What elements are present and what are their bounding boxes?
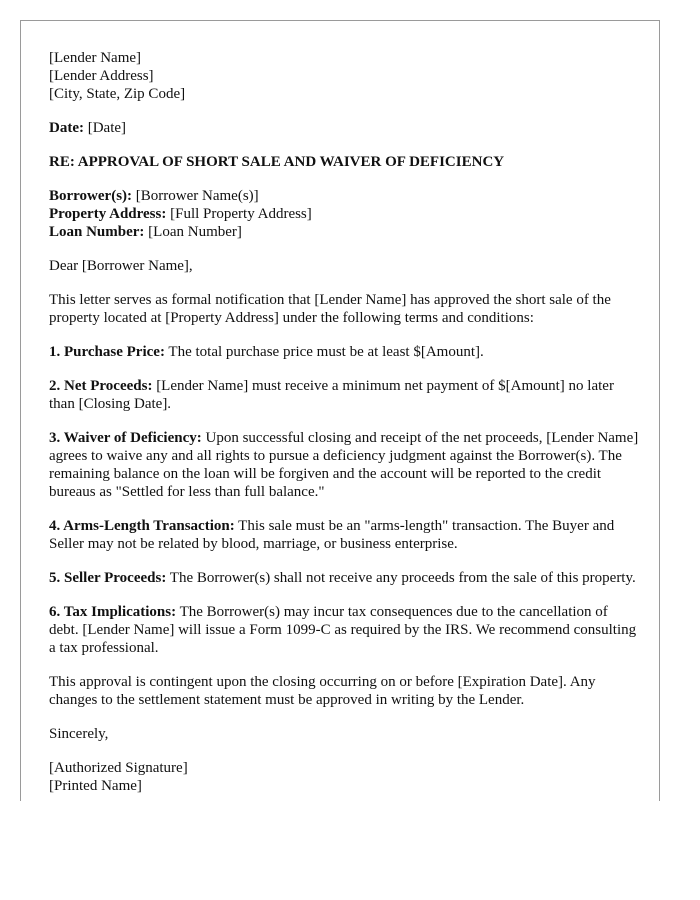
term-title: 1. Purchase Price: — [49, 344, 165, 360]
lender-address-block — [49, 49, 639, 103]
date-label: Date: — [49, 120, 84, 136]
signature-block — [49, 759, 639, 795]
date-line — [49, 119, 639, 137]
loan-details-block — [49, 187, 639, 241]
intro-paragraph: This letter serves as formal notification that [Lender Name] has approved the short sale of the property located at [Property Address] under the following terms and conditions: — [49, 292, 611, 326]
term-paragraph — [49, 603, 639, 657]
borrower-value: [Borrower Name(s)] — [132, 188, 259, 204]
property-address-value: [Full Property Address] — [166, 206, 312, 222]
term-paragraph — [49, 569, 639, 587]
lender-address: [Lender Address] — [49, 68, 154, 84]
printed-name: [Printed Name] — [49, 778, 142, 794]
borrower-label: Borrower(s): — [49, 188, 133, 204]
loan-number-label: Loan Number: — [49, 224, 145, 240]
closing-paragraph: This approval is contingent upon the closing occurring on or before [Expiration Date]. Any changes to the settlement statement must be approved in writing by the Lender. — [49, 674, 596, 708]
term-paragraph — [49, 343, 639, 361]
term-text: The total purchase price must be at least $[Amount]. — [164, 344, 484, 360]
letter-page — [20, 20, 660, 801]
term-title: 5. Seller Proceeds: — [49, 570, 167, 586]
term-text: This sale must be an "arms-length" transaction. The Buyer and Seller may not be related by blood, marriage, or business enterprise. — [49, 518, 615, 552]
term-paragraph — [49, 377, 639, 413]
lender-city-state-zip: [City, State, Zip Code] — [49, 86, 186, 102]
authorized-signature: [Authorized Signature] — [49, 760, 188, 776]
property-address-line — [49, 205, 639, 223]
signoff: Sincerely, — [49, 726, 109, 742]
loan-number-line — [49, 223, 639, 241]
loan-number-value: [Loan Number] — [144, 224, 242, 240]
term-title: 6. Tax Implications: — [49, 604, 177, 620]
term-text: The Borrower(s) may incur tax consequences due to the cancellation of debt. [Lender Name] will issue a Form 1099-C as required by the IRS. We recommend consulting a tax professional. — [49, 604, 637, 656]
term-title: 2. Net Proceeds: — [49, 378, 153, 394]
term-title: 4. Arms-Length Transaction: — [49, 518, 235, 534]
date-value: [Date] — [83, 120, 127, 136]
borrower-line — [49, 187, 639, 205]
term-paragraph — [49, 429, 639, 501]
letter-content — [49, 49, 639, 801]
term-paragraph — [49, 517, 639, 553]
term-text: The Borrower(s) shall not receive any proceeds from the sale of this property. — [166, 570, 636, 586]
term-text: Upon successful closing and receipt of the net proceeds, [Lender Name] agrees to waive any and all rights to pursue a deficiency judgment against the Borrower(s). The remaining balance on the loan will be forgiven and the account will be reported to the credit bureaus as "Settled for less than full balance." — [49, 430, 639, 500]
term-title: 3. Waiver of Deficiency: — [49, 430, 202, 446]
term-text: [Lender Name] must receive a minimum net payment of $[Amount] no later than [Closing Date]. — [49, 378, 614, 412]
salutation: Dear [Borrower Name], — [49, 258, 193, 274]
lender-name: [Lender Name] — [49, 50, 142, 66]
subject-line: RE: APPROVAL OF SHORT SALE AND WAIVER OF DEFICIENCY — [49, 154, 505, 170]
property-address-label: Property Address: — [49, 206, 167, 222]
